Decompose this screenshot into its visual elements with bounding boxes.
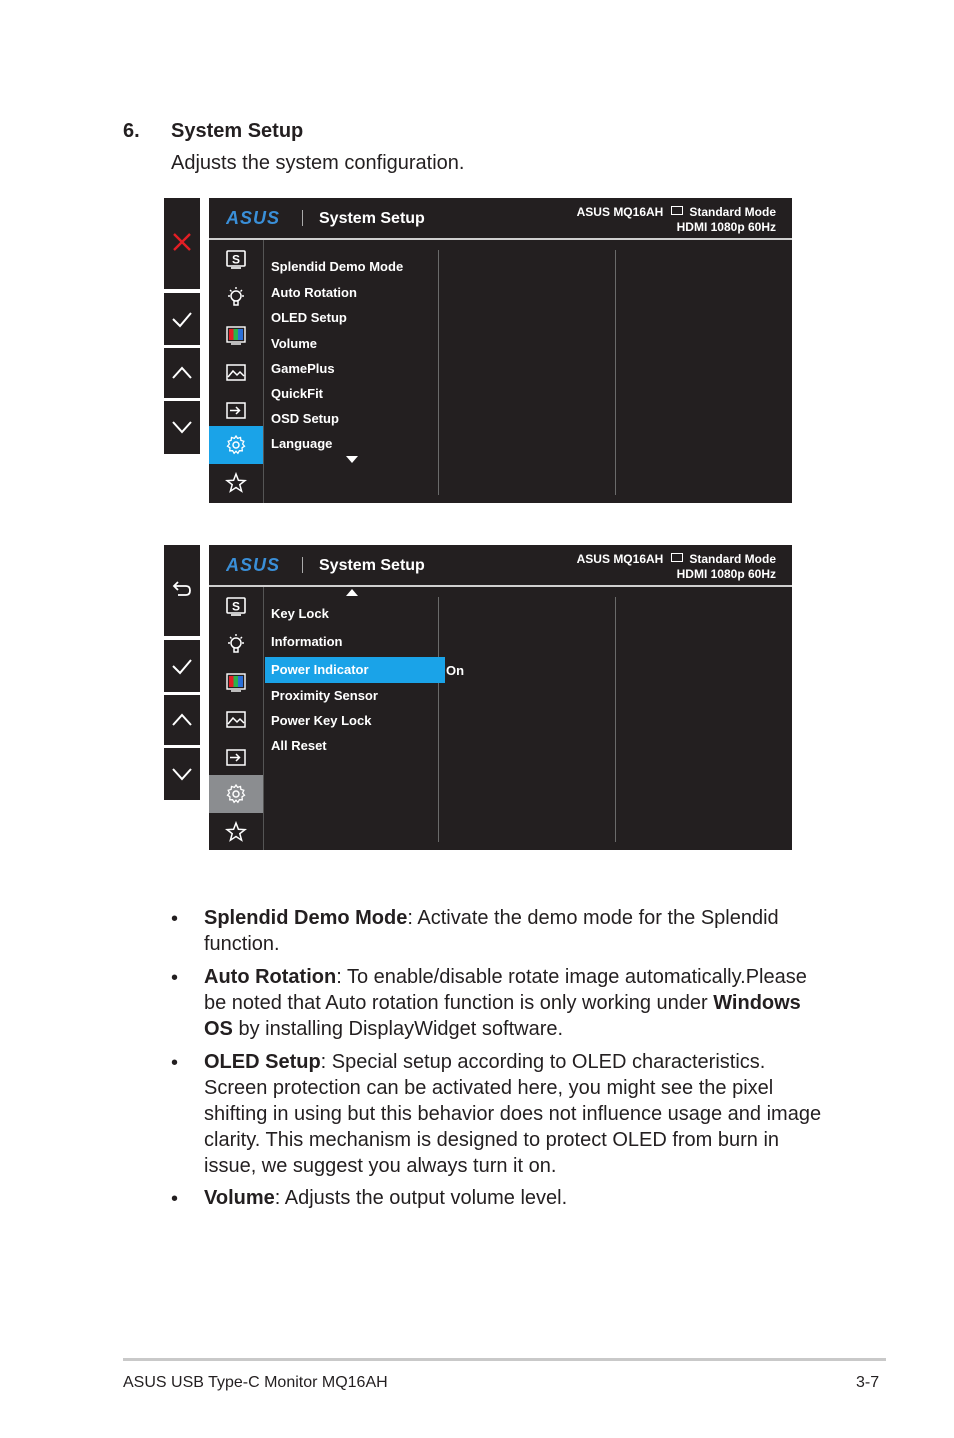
footer-rule bbox=[123, 1358, 886, 1361]
menu-item-splendid-demo-mode[interactable]: Splendid Demo Mode bbox=[271, 259, 404, 274]
menu-eye-care[interactable] bbox=[209, 625, 263, 663]
bullet-term: Volume bbox=[204, 1187, 275, 1209]
signal-info: HDMI 1080p 60Hz bbox=[676, 567, 776, 581]
menu-item-all-reset[interactable]: All Reset bbox=[271, 738, 327, 753]
splendid-icon bbox=[225, 248, 247, 270]
menu-item-osd-setup[interactable]: OSD Setup bbox=[271, 411, 339, 426]
header-separator bbox=[302, 557, 303, 573]
osd-header bbox=[209, 198, 792, 240]
up-icon bbox=[171, 362, 193, 384]
menu-item-proximity-sensor[interactable]: Proximity Sensor bbox=[271, 688, 378, 703]
menu-input[interactable] bbox=[209, 739, 263, 777]
menu-system-setup[interactable] bbox=[209, 426, 263, 464]
bullet-text: : Special setup according to OLED characteristics. Screen protection can be activated here, you might see the pixel shifting in using but this behavior does not influence usage and image clarity. This mechanism is designed to protect OLED from burn in issue, we suggest you always turn it on. bbox=[204, 1051, 822, 1177]
osd-panel bbox=[209, 545, 792, 850]
menu-item-volume[interactable]: Volume bbox=[271, 336, 317, 351]
bullet-text: : To enable/disable rotate image automatically.Please be noted that Auto rotation function is only working under bbox=[204, 966, 807, 1014]
bullet-term: Splendid Demo Mode bbox=[204, 907, 408, 929]
header-separator bbox=[302, 210, 303, 226]
osd-title: System Setup bbox=[319, 557, 425, 574]
menu-splendid[interactable] bbox=[209, 587, 263, 625]
bullet-oled-setup bbox=[204, 1049, 830, 1179]
section-description: Adjusts the system configuration. bbox=[171, 152, 465, 174]
scroll-up-arrow[interactable] bbox=[346, 589, 358, 596]
page-number: 3-7 bbox=[856, 1374, 880, 1391]
input-icon bbox=[225, 747, 247, 769]
bullet-term-2: Windows OS bbox=[204, 992, 801, 1040]
svg-text:S: S bbox=[231, 252, 241, 267]
asus-logo bbox=[226, 209, 292, 226]
bullet-symbol: • bbox=[171, 967, 179, 989]
color-icon bbox=[225, 324, 247, 346]
column-divider bbox=[438, 250, 439, 495]
check-icon bbox=[171, 308, 193, 330]
gear-icon bbox=[225, 783, 247, 805]
model-name: ASUS MQ16AH bbox=[576, 205, 664, 219]
menu-eye-care[interactable] bbox=[209, 278, 263, 316]
menu-system-setup[interactable] bbox=[209, 775, 263, 813]
monitor-icon bbox=[671, 553, 683, 562]
bullet-term: OLED Setup bbox=[204, 1051, 321, 1073]
column-divider bbox=[438, 597, 439, 842]
osd-screenshot-2 bbox=[164, 545, 792, 850]
osd-header bbox=[209, 545, 792, 587]
menu-color[interactable] bbox=[209, 316, 263, 354]
signal-info: HDMI 1080p 60Hz bbox=[676, 220, 776, 234]
menu-item-auto-rotation[interactable]: Auto Rotation bbox=[271, 285, 357, 300]
bulb-icon bbox=[225, 633, 247, 655]
menu-splendid[interactable] bbox=[209, 240, 263, 278]
bulb-icon bbox=[225, 286, 247, 308]
menu-image[interactable] bbox=[209, 701, 263, 739]
bullet-symbol: • bbox=[171, 908, 179, 930]
up-button[interactable] bbox=[164, 695, 200, 745]
menu-item-language[interactable]: Language bbox=[271, 436, 333, 451]
bullet-symbol: • bbox=[171, 1052, 179, 1074]
menu-image[interactable] bbox=[209, 354, 263, 392]
down-button[interactable] bbox=[164, 748, 200, 800]
bullet-splendid-demo-mode bbox=[204, 905, 830, 957]
menu-icon-column bbox=[209, 240, 264, 503]
menu-item-information[interactable]: Information bbox=[271, 634, 343, 649]
section-number: 6. bbox=[123, 120, 140, 142]
menu-item-key-lock[interactable]: Key Lock bbox=[271, 606, 329, 621]
input-icon bbox=[225, 400, 247, 422]
back-button[interactable] bbox=[164, 545, 200, 636]
color-mode: Standard Mode bbox=[689, 552, 776, 566]
footer-title: ASUS USB Type-C Monitor MQ16AH bbox=[123, 1374, 388, 1391]
osd-title: System Setup bbox=[319, 210, 425, 227]
section-title: System Setup bbox=[171, 120, 304, 142]
bullet-text: : Activate the demo mode for the Splendid function. bbox=[204, 907, 779, 955]
menu-color[interactable] bbox=[209, 663, 263, 701]
up-icon bbox=[171, 709, 193, 731]
menu-favorite[interactable] bbox=[209, 464, 263, 502]
menu-item-power-key-lock[interactable]: Power Key Lock bbox=[271, 713, 372, 728]
back-icon bbox=[171, 579, 193, 601]
column-divider bbox=[615, 250, 616, 495]
monitor-icon bbox=[671, 206, 683, 215]
star-icon bbox=[225, 472, 247, 494]
bullet-term: Auto Rotation bbox=[204, 966, 337, 988]
menu-item-gameplus[interactable]: GamePlus bbox=[271, 361, 335, 376]
power-indicator-value[interactable]: On bbox=[446, 663, 465, 678]
column-divider bbox=[615, 597, 616, 842]
confirm-button[interactable] bbox=[164, 293, 200, 345]
menu-input[interactable] bbox=[209, 392, 263, 430]
confirm-button[interactable] bbox=[164, 640, 200, 692]
model-name: ASUS MQ16AH bbox=[576, 552, 664, 566]
osd-screenshot-1 bbox=[164, 198, 792, 503]
bullet-text-2: by installing DisplayWidget software. bbox=[232, 1018, 564, 1040]
osd-status bbox=[577, 552, 776, 582]
up-button[interactable] bbox=[164, 348, 200, 398]
down-icon bbox=[171, 416, 193, 438]
splendid-icon bbox=[225, 595, 247, 617]
menu-item-oled-setup[interactable]: OLED Setup bbox=[271, 310, 347, 325]
bullet-text: : Adjusts the output volume level. bbox=[274, 1187, 568, 1209]
svg-text:S: S bbox=[231, 599, 241, 614]
color-mode: Standard Mode bbox=[689, 205, 776, 219]
star-icon bbox=[225, 821, 247, 843]
close-icon bbox=[171, 231, 193, 253]
image-icon bbox=[225, 362, 247, 384]
close-button[interactable] bbox=[164, 198, 200, 289]
asus-logo bbox=[226, 556, 292, 573]
check-icon bbox=[171, 655, 193, 677]
osd-panel bbox=[209, 198, 792, 503]
menu-favorite[interactable] bbox=[209, 813, 263, 851]
down-button[interactable] bbox=[164, 401, 200, 454]
image-icon bbox=[225, 709, 247, 731]
bullet-symbol: • bbox=[171, 1188, 179, 1210]
bullet-volume bbox=[204, 1185, 830, 1211]
svg-text:ASUS: ASUS bbox=[226, 556, 281, 573]
menu-item-power-indicator[interactable]: Power Indicator bbox=[265, 657, 445, 683]
down-icon bbox=[171, 763, 193, 785]
svg-text:ASUS: ASUS bbox=[226, 209, 281, 226]
scroll-down-arrow[interactable] bbox=[346, 456, 358, 463]
gear-icon bbox=[225, 434, 247, 456]
menu-icon-column bbox=[209, 587, 264, 850]
color-icon bbox=[225, 671, 247, 693]
bullet-auto-rotation bbox=[204, 964, 830, 1042]
osd-status bbox=[577, 205, 776, 235]
menu-item-quickfit[interactable]: QuickFit bbox=[271, 386, 324, 401]
